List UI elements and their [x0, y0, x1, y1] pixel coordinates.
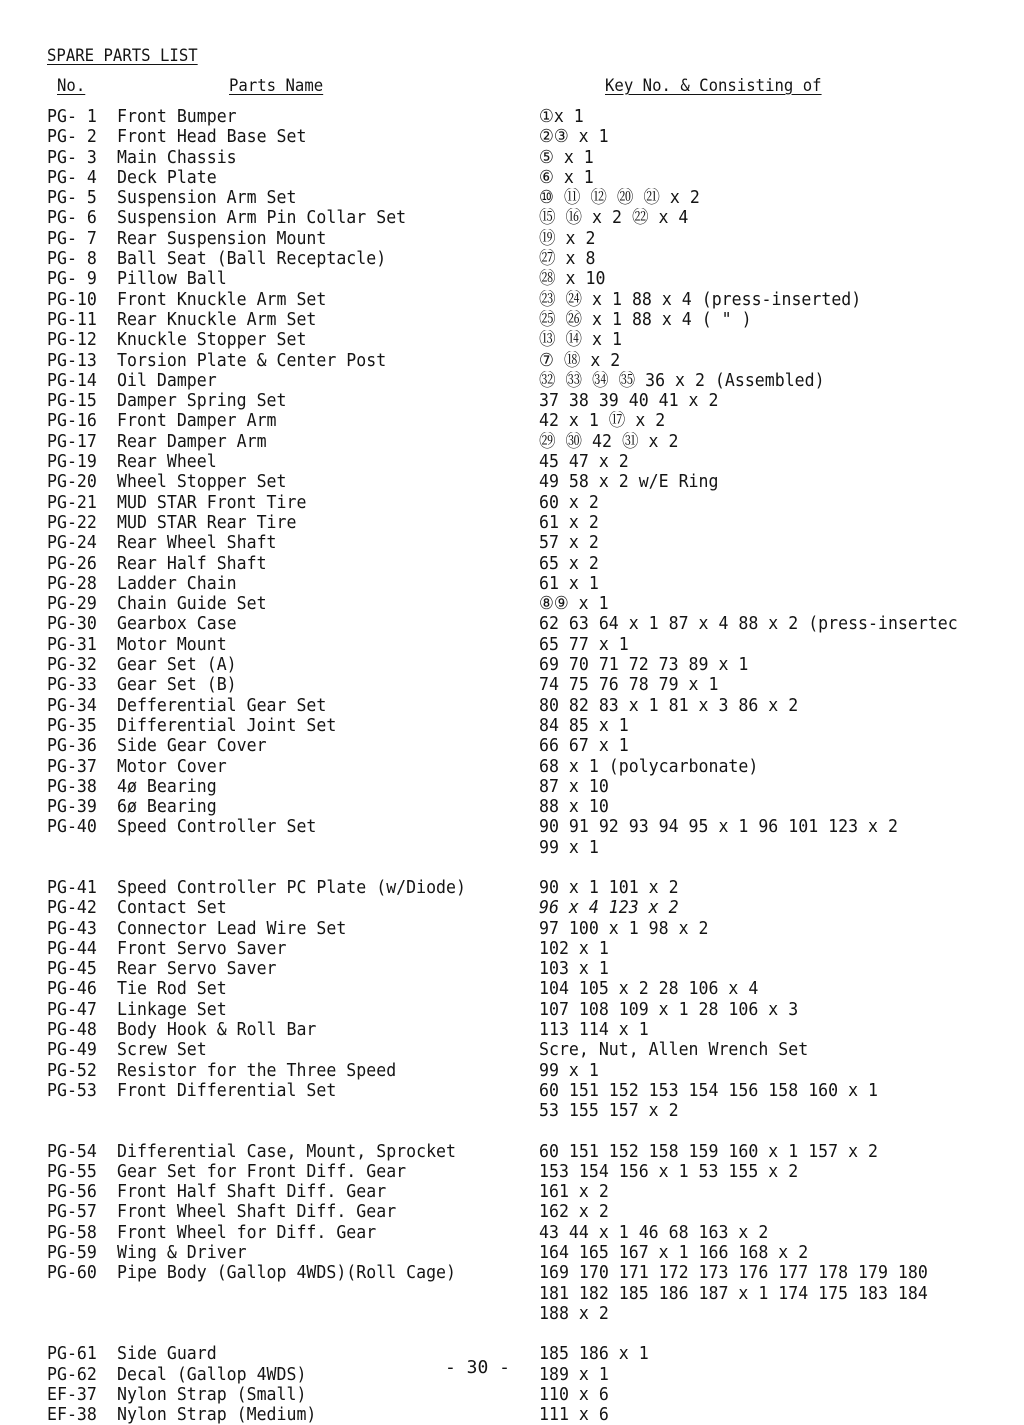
parts-row: [47, 614, 1007, 634]
part-key-consisting: 189 x 1: [539, 1364, 609, 1385]
parts-row: [47, 493, 1007, 513]
parts-row: [47, 330, 1007, 350]
parts-row: [47, 290, 1007, 310]
part-number: PG-46: [47, 978, 97, 1000]
part-name: Nylon Strap (Small): [117, 1383, 307, 1405]
part-name: Rear Wheel Shaft: [117, 532, 277, 554]
part-name: Gearbox Case: [117, 613, 237, 635]
part-name: Speed Controller PC Plate (w/Diode): [117, 876, 466, 898]
part-name: Differential Joint Set: [117, 714, 337, 736]
parts-row-continuation: [47, 838, 1007, 858]
parts-row: [47, 229, 1007, 249]
part-key-consisting: 110 x 6: [539, 1384, 609, 1405]
part-number: PG-31: [47, 633, 97, 655]
parts-row: [47, 168, 1007, 188]
part-name: Side Gear Cover: [117, 735, 267, 757]
parts-row: [47, 1223, 1007, 1243]
part-name: Main Chassis: [117, 146, 237, 168]
part-key-continuation: 188 x 2: [539, 1303, 609, 1324]
part-key-consisting: 84 85 x 1: [539, 715, 629, 736]
part-key-continuation: 53 155 157 x 2: [539, 1101, 679, 1122]
part-key-consisting: ⑬ ⑭ x 1: [539, 330, 622, 351]
part-key-consisting: 61 x 1: [539, 573, 599, 594]
part-number: PG-52: [47, 1059, 97, 1081]
parts-row: [47, 716, 1007, 736]
part-key-consisting: 97 100 x 1 98 x 2: [539, 918, 709, 939]
part-number: PG-17: [47, 430, 97, 452]
part-key-consisting: 96 x 4 123 x 2: [539, 898, 679, 919]
parts-row: [47, 797, 1007, 817]
part-name: Pipe Body (Gallop 4WDS)(Roll Cage): [117, 1262, 456, 1284]
part-number: PG-19: [47, 451, 97, 473]
part-key-consisting: 60 x 2: [539, 492, 599, 513]
header-key-consisting: Key No. & Consisting of: [605, 76, 822, 96]
parts-row: [47, 1365, 1007, 1385]
part-number: PG-57: [47, 1201, 97, 1223]
part-name: 4ø Bearing: [117, 775, 217, 797]
part-number: PG-58: [47, 1221, 97, 1243]
part-name: Damper Spring Set: [117, 390, 287, 412]
part-key-consisting: 185 186 x 1: [539, 1344, 649, 1365]
part-number: PG-33: [47, 674, 97, 696]
part-number: PG-38: [47, 775, 97, 797]
part-number: PG- 4: [47, 166, 97, 188]
part-name: Chain Guide Set: [117, 593, 267, 615]
part-number: PG-62: [47, 1363, 97, 1385]
parts-row-continuation: [47, 1284, 1007, 1304]
part-name: Speed Controller Set: [117, 816, 317, 838]
parts-row: [47, 655, 1007, 675]
part-number: PG-24: [47, 532, 97, 554]
parts-row-continuation: [47, 1304, 1007, 1324]
part-number: PG-54: [47, 1140, 97, 1162]
parts-row: [47, 533, 1007, 553]
part-key-consisting: 102 x 1: [539, 938, 609, 959]
part-name: Defferential Gear Set: [117, 694, 327, 716]
part-key-consisting: ⑮ ⑯ x 2 ㉒ x 4: [539, 208, 689, 229]
part-key-consisting: 60 151 152 153 154 156 158 160 x 1: [539, 1080, 878, 1101]
part-name: Rear Wheel: [117, 451, 217, 473]
parts-row: [47, 1040, 1007, 1060]
parts-row: [47, 127, 1007, 147]
part-number: PG-21: [47, 491, 97, 513]
part-number: PG-22: [47, 511, 97, 533]
part-key-consisting: 90 x 1 101 x 2: [539, 877, 679, 898]
part-key-consisting: 42 x 1 ⑰ x 2: [539, 411, 666, 432]
part-key-consisting: ⑧⑨ x 1: [539, 594, 609, 615]
part-number: PG-55: [47, 1160, 97, 1182]
part-key-consisting: 74 75 76 78 79 x 1: [539, 675, 719, 696]
parts-row: [47, 919, 1007, 939]
part-key-consisting: 161 x 2: [539, 1182, 609, 1203]
parts-row: [47, 1385, 1007, 1405]
part-number: PG-48: [47, 1019, 97, 1041]
part-key-consisting: ㉘ x 10: [539, 269, 606, 290]
part-key-consisting: 57 x 2: [539, 533, 599, 554]
part-key-consisting: 49 58 x 2 w/E Ring: [539, 472, 719, 493]
part-number: PG-11: [47, 308, 97, 330]
part-number: PG-10: [47, 288, 97, 310]
part-key-consisting: 107 108 109 x 1 28 106 x 3: [539, 999, 799, 1020]
part-number: PG-32: [47, 654, 97, 676]
part-key-consisting: 69 70 71 72 73 89 x 1: [539, 655, 749, 676]
part-number: PG-35: [47, 714, 97, 736]
part-key-consisting: 169 170 171 172 173 176 177 178 179 180: [539, 1263, 928, 1284]
part-name: Gear Set for Front Diff. Gear: [117, 1160, 407, 1182]
part-key-consisting: ㉙ ㉚ 42 ㉛ x 2: [539, 431, 679, 452]
part-name: Ladder Chain: [117, 572, 237, 594]
part-name: Front Half Shaft Diff. Gear: [117, 1181, 387, 1203]
parts-row: [47, 107, 1007, 127]
parts-row: [47, 574, 1007, 594]
part-name: Front Knuckle Arm Set: [117, 288, 327, 310]
part-key-consisting: 88 x 10: [539, 797, 609, 818]
part-number: PG-42: [47, 897, 97, 919]
part-key-consisting: 111 x 6: [539, 1405, 609, 1425]
parts-row: [47, 1263, 1007, 1283]
part-key-consisting: 153 154 156 x 1 53 155 x 2: [539, 1161, 799, 1182]
part-key-consisting: 61 x 2: [539, 512, 599, 533]
part-key-consisting: ⑦ ⑱ x 2: [539, 350, 621, 371]
parts-row: [47, 959, 1007, 979]
part-key-consisting: 62 63 64 x 1 87 x 4 88 x 2 (press-insertec: [539, 614, 958, 635]
part-name: Wheel Stopper Set: [117, 471, 287, 493]
part-name: Ball Seat (Ball Receptacle): [117, 248, 387, 270]
parts-row: [47, 148, 1007, 168]
part-number: PG-60: [47, 1262, 97, 1284]
page-title: SPARE PARTS LIST: [47, 46, 198, 66]
parts-row: [47, 1182, 1007, 1202]
part-name: Front Damper Arm: [117, 410, 277, 432]
part-key-consisting: 80 82 83 x 1 81 x 3 86 x 2: [539, 695, 799, 716]
part-name: Suspension Arm Pin Collar Set: [117, 207, 407, 229]
part-number: PG- 6: [47, 207, 97, 229]
part-number: PG-43: [47, 917, 97, 939]
parts-row: [47, 635, 1007, 655]
part-number: PG- 7: [47, 227, 97, 249]
part-name: 6ø Bearing: [117, 796, 217, 818]
part-key-consisting: 45 47 x 2: [539, 452, 629, 473]
part-name: Resistor for the Three Speed: [117, 1059, 397, 1081]
parts-table: [47, 107, 1007, 1425]
part-name: Front Head Base Set: [117, 126, 307, 148]
part-number: PG-37: [47, 755, 97, 777]
part-name: Rear Suspension Mount: [117, 227, 327, 249]
part-name: Rear Damper Arm: [117, 430, 267, 452]
parts-row: [47, 351, 1007, 371]
parts-row: [47, 1081, 1007, 1101]
part-name: Gear Set (B): [117, 674, 237, 696]
part-number: PG-20: [47, 471, 97, 493]
parts-row: [47, 979, 1007, 999]
page-number: - 30 -: [445, 1357, 511, 1378]
part-number: PG-45: [47, 958, 97, 980]
part-name: Decal (Gallop 4WDS): [117, 1363, 307, 1385]
part-number: PG- 3: [47, 146, 97, 168]
parts-row: [47, 878, 1007, 898]
part-name: Differential Case, Mount, Sprocket: [117, 1140, 456, 1162]
header-parts-name: Parts Name: [229, 76, 324, 96]
parts-row: [47, 939, 1007, 959]
part-number: PG-15: [47, 390, 97, 412]
parts-row: [47, 411, 1007, 431]
parts-row: [47, 432, 1007, 452]
part-name: Connector Lead Wire Set: [117, 917, 347, 939]
parts-row: [47, 554, 1007, 574]
parts-row: [47, 1405, 1007, 1425]
part-number: PG-41: [47, 876, 97, 898]
part-number: PG-61: [47, 1343, 97, 1365]
part-key-consisting: 103 x 1: [539, 959, 609, 980]
part-name: Side Guard: [117, 1343, 217, 1365]
part-name: Front Wheel Shaft Diff. Gear: [117, 1201, 397, 1223]
part-number: PG-16: [47, 410, 97, 432]
part-number: PG-14: [47, 369, 97, 391]
part-number: PG- 2: [47, 126, 97, 148]
parts-row: [47, 1020, 1007, 1040]
part-number: EF-38: [47, 1404, 97, 1425]
parts-row: [47, 757, 1007, 777]
part-name: Body Hook & Roll Bar: [117, 1019, 317, 1041]
part-number: PG-26: [47, 552, 97, 574]
part-name: Pillow Ball: [117, 268, 227, 290]
parts-row: [47, 371, 1007, 391]
parts-row: [47, 1061, 1007, 1081]
part-number: PG-56: [47, 1181, 97, 1203]
part-name: Nylon Strap (Medium): [117, 1404, 317, 1425]
part-number: PG-36: [47, 735, 97, 757]
part-key-consisting: 104 105 x 2 28 106 x 4: [539, 979, 759, 1000]
part-number: PG- 1: [47, 106, 97, 127]
parts-row: [47, 208, 1007, 228]
part-number: PG-29: [47, 593, 97, 615]
part-key-consisting: ㉗ x 8: [539, 249, 596, 270]
part-name: Rear Knuckle Arm Set: [117, 308, 317, 330]
parts-row: [47, 777, 1007, 797]
part-name: Front Servo Saver: [117, 937, 287, 959]
parts-row: [47, 817, 1007, 837]
parts-row: [47, 188, 1007, 208]
part-number: PG- 9: [47, 268, 97, 290]
parts-row: [47, 1202, 1007, 1222]
part-name: Torsion Plate & Center Post: [117, 349, 387, 371]
part-key-consisting: 65 x 2: [539, 553, 599, 574]
part-number: PG-40: [47, 816, 97, 838]
part-name: MUD STAR Front Tire: [117, 491, 307, 513]
part-key-consisting: 60 151 152 158 159 160 x 1 157 x 2: [539, 1141, 878, 1162]
parts-row: [47, 1142, 1007, 1162]
part-name: Linkage Set: [117, 998, 227, 1020]
part-number: PG-28: [47, 572, 97, 594]
header-no: No.: [57, 76, 86, 96]
parts-row: [47, 898, 1007, 918]
part-number: PG-49: [47, 1039, 97, 1061]
part-name: Rear Servo Saver: [117, 958, 277, 980]
parts-row: [47, 472, 1007, 492]
parts-row: [47, 675, 1007, 695]
parts-row: [47, 1243, 1007, 1263]
part-key-continuation: 181 182 185 186 187 x 1 174 175 183 184: [539, 1283, 928, 1304]
parts-row: [47, 594, 1007, 614]
part-number: PG-30: [47, 613, 97, 635]
part-key-consisting: 65 77 x 1: [539, 634, 629, 655]
part-name: Tie Rod Set: [117, 978, 227, 1000]
part-name: Oil Damper: [117, 369, 217, 391]
parts-row: [47, 310, 1007, 330]
part-key-consisting: ㉕ ㉖ x 1 88 x 4 ( " ): [539, 309, 752, 330]
part-number: PG-47: [47, 998, 97, 1020]
part-name: MUD STAR Rear Tire: [117, 511, 297, 533]
part-key-continuation: 99 x 1: [539, 837, 599, 858]
part-number: PG-34: [47, 694, 97, 716]
part-name: Rear Half Shaft: [117, 552, 267, 574]
part-name: Front Differential Set: [117, 1079, 337, 1101]
part-number: PG- 8: [47, 248, 97, 270]
parts-row: [47, 696, 1007, 716]
parts-row: [47, 513, 1007, 533]
part-name: Gear Set (A): [117, 654, 237, 676]
part-number: PG-53: [47, 1079, 97, 1101]
part-key-consisting: 43 44 x 1 46 68 163 x 2: [539, 1222, 769, 1243]
parts-row: [47, 736, 1007, 756]
part-key-consisting: ㉜ ㉝ ㉞ ㉟ 36 x 2 (Assembled): [539, 370, 825, 391]
part-key-consisting: ①x 1: [539, 107, 584, 127]
part-key-consisting: ⑩ ⑪ ⑫ ⑳ ㉑ x 2: [539, 188, 700, 209]
part-name: Front Wheel for Diff. Gear: [117, 1221, 377, 1243]
parts-row: [47, 1162, 1007, 1182]
part-key-consisting: ②③ x 1: [539, 127, 609, 148]
part-key-consisting: 99 x 1: [539, 1060, 599, 1081]
part-key-consisting: 37 38 39 40 41 x 2: [539, 391, 719, 412]
parts-row: [47, 391, 1007, 411]
parts-row: [47, 269, 1007, 289]
part-name: Wing & Driver: [117, 1242, 247, 1264]
part-name: Deck Plate: [117, 166, 217, 188]
parts-row: [47, 1000, 1007, 1020]
part-number: PG-59: [47, 1242, 97, 1264]
part-number: PG-44: [47, 937, 97, 959]
part-number: PG-39: [47, 796, 97, 818]
part-key-consisting: 113 114 x 1: [539, 1020, 649, 1041]
part-key-consisting: ⑲ x 2: [539, 228, 596, 249]
part-name: Motor Cover: [117, 755, 227, 777]
part-key-consisting: 164 165 167 x 1 166 168 x 2: [539, 1243, 809, 1264]
part-name: Motor Mount: [117, 633, 227, 655]
part-number: PG-12: [47, 329, 97, 351]
part-key-consisting: ㉓ ㉔ x 1 88 x 4 (press-inserted): [539, 289, 862, 310]
part-key-consisting: 162 x 2: [539, 1202, 609, 1223]
part-number: PG-13: [47, 349, 97, 371]
part-key-consisting: ⑥ x 1: [539, 167, 594, 188]
parts-row: [47, 452, 1007, 472]
part-key-consisting: 90 91 92 93 94 95 x 1 96 101 123 x 2: [539, 817, 898, 838]
part-name: Screw Set: [117, 1039, 207, 1061]
part-number: PG- 5: [47, 187, 97, 209]
part-key-consisting: 68 x 1 (polycarbonate): [539, 756, 759, 777]
part-key-consisting: 87 x 10: [539, 776, 609, 797]
part-name: Knuckle Stopper Set: [117, 329, 307, 351]
part-key-consisting: ⑤ x 1: [539, 147, 594, 168]
part-name: Suspension Arm Set: [117, 187, 297, 209]
parts-row: [47, 249, 1007, 269]
part-key-consisting: 66 67 x 1: [539, 736, 629, 757]
part-number: EF-37: [47, 1383, 97, 1405]
part-name: Front Bumper: [117, 106, 237, 127]
part-key-consisting: Scre, Nut, Allen Wrench Set: [539, 1040, 809, 1061]
parts-row-continuation: [47, 1101, 1007, 1121]
part-name: Contact Set: [117, 897, 227, 919]
parts-row: [47, 1344, 1007, 1364]
